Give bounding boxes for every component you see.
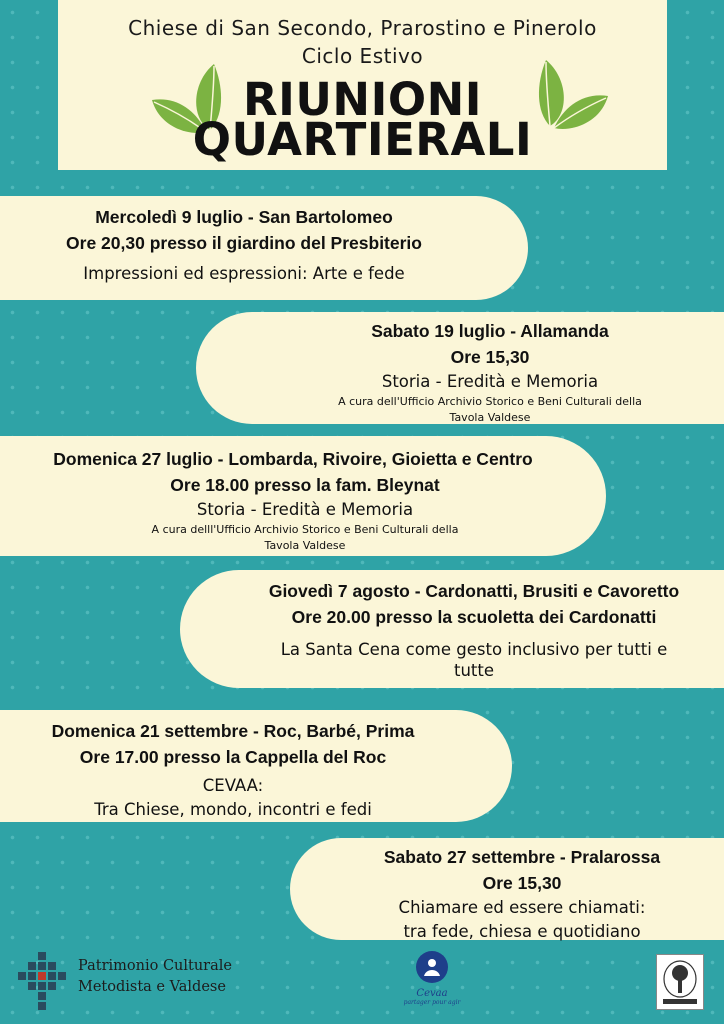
event-4-theme-line2: tutte: [453, 661, 495, 680]
event-card-2: [196, 312, 724, 424]
event-6-heading: Sabato 27 settembre - Pralarossa: [383, 847, 661, 867]
event-6-theme-line1: Chiamare ed essere chiamati:: [398, 898, 646, 917]
event-1-theme: Impressioni ed espressioni: Arte e fede: [83, 264, 405, 283]
event-card-1: [0, 196, 528, 300]
event-2-note-line1: A cura dell'Ufficio Archivio Storico e Beni Culturali della: [338, 395, 642, 408]
cevaa-brand: Cevaa: [416, 988, 448, 999]
event-3-time: Ore 18.00 presso la fam. Bleynat: [170, 475, 440, 495]
emblem-tree-icon: [657, 955, 703, 1009]
event-2-note-line2: Tavola Valdese: [449, 411, 531, 424]
event-3-note-line2: Tavola Valdese: [264, 539, 346, 552]
event-2-theme: Storia - Eredità e Memoria: [381, 372, 599, 391]
event-2-time: Ore 15,30: [450, 347, 530, 367]
church-emblem-logo: [656, 954, 704, 1010]
event-5-heading: Domenica 21 settembre - Roc, Barbé, Prima: [51, 721, 415, 741]
cevaa-tagline: partager pour agir: [403, 999, 461, 1006]
event-3-theme: Storia - Eredità e Memoria: [196, 500, 414, 519]
event-1-time: Ore 20,30 presso il giardino del Presbiterio: [66, 233, 422, 253]
cevaa-logo: [396, 950, 468, 1008]
event-4-time: Ore 20.00 presso la scuoletta dei Cardonatti: [291, 607, 657, 627]
cycle-line: Ciclo Estivo: [301, 44, 424, 68]
event-3-heading: Domenica 27 luglio - Lombarda, Rivoire, Gioietta e Centro: [53, 449, 533, 469]
header-banner: [58, 0, 667, 170]
patrimonio-line2: Metodista e Valdese: [78, 979, 226, 995]
event-6-time: Ore 15,30: [482, 873, 562, 893]
churches-line: Chiese di San Secondo, Prarostino e Pinerolo: [128, 16, 597, 40]
event-4-heading: Giovedì 7 agosto - Cardonatti, Brusiti e Cavoretto: [268, 581, 680, 601]
cevaa-globe-icon: [415, 950, 449, 984]
event-1-heading: Mercoledì 9 luglio - San Bartolomeo: [95, 207, 393, 227]
title-quartierali: QUARTIERALI: [192, 113, 533, 166]
event-5-theme-line2: Tra Chiese, mondo, incontri e fedi: [94, 800, 372, 819]
event-card-6: [290, 838, 724, 940]
patrimonio-line1: Patrimonio Culturale: [78, 958, 232, 974]
event-card-5: [0, 710, 512, 822]
patrimonio-cross-icon: [12, 950, 74, 1012]
event-5-theme-line1: CEVAA:: [202, 776, 264, 795]
patrimonio-logo-text: [78, 956, 232, 998]
event-card-4: [180, 570, 724, 688]
event-3-note-line1: A cura delll'Ufficio Archivio Storico e Beni Culturali della: [151, 523, 459, 536]
event-6-theme-line2: tra fede, chiesa e quotidiano: [403, 922, 641, 941]
event-5-time: Ore 17.00 presso la Cappella del Roc: [79, 747, 387, 767]
event-2-heading: Sabato 19 luglio - Allamanda: [371, 321, 609, 341]
event-card-3: [0, 436, 606, 556]
title-riunioni: RIUNIONI: [243, 73, 482, 126]
event-4-theme-line1: La Santa Cena come gesto inclusivo per tutti e: [280, 640, 668, 659]
